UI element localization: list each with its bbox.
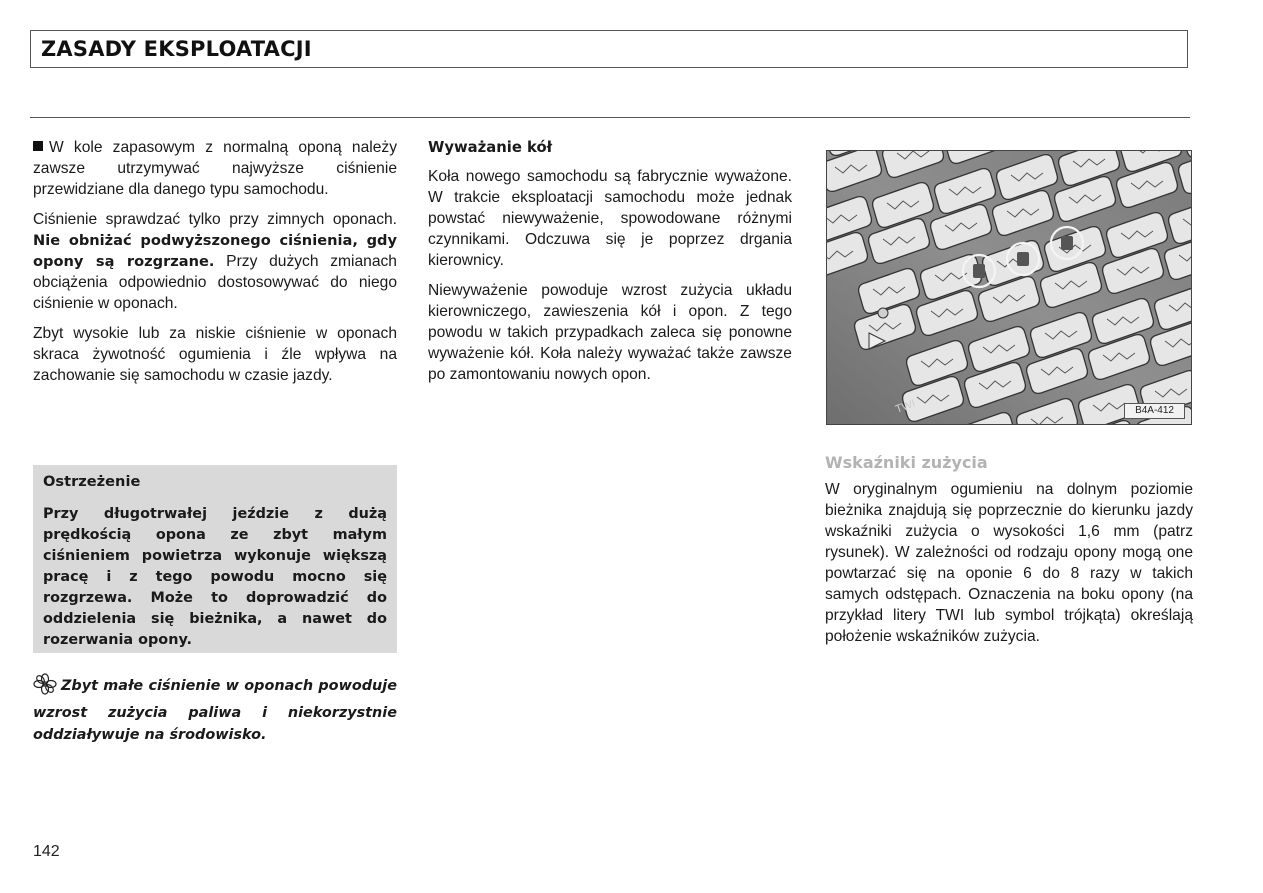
column-right [825, 452, 1193, 656]
eco-flower-icon [33, 673, 57, 702]
paragraph-pressure-effects: Zbyt wysokie lub za niskie ciśnienie w oponach skraca żywotność ogumienia i źle wpływa na zachowanie się samochodu w czasie jazdy. [33, 325, 397, 384]
section-title: ZASADY EKSPLOATACJI [41, 37, 312, 61]
paragraph-balancing-1: Koła nowego samochodu są fabrycznie wyważone. W trakcie eksploatacji samochodu może jednak powstać niewyważenie, spowodowane różnymi czynnikami. Odczuwa się je poprzez drgania kierownicy. [428, 168, 792, 269]
wear-indicators-heading: Wskaźniki zużycia [825, 453, 988, 472]
figure-code-label: B4A-412 [1124, 403, 1185, 419]
twi-marking: TWI [893, 397, 917, 416]
tire-tread-figure [826, 150, 1192, 425]
pressure-warning-bold: Nie obniżać podwyższonego ciśnienia, gdy opony są rozgrzane. [33, 232, 397, 270]
paragraph-wear-indicators: W oryginalnym ogumieniu na dolnym poziomie bieżnika znajdują się poprzecznie do kierunku jazdy wskaźniki zużycia o wysokości 1,6 mm (patrz rysunek). W zależności od rodzaju opony mogą one powtarzać się na oponie 6 do 8 razy w takich samych odstępach. Oznaczenia na boku opony (na przykład litery TWI lub symbol trójkąta) określają położenie wskaźników zużycia. [825, 481, 1193, 645]
page-number: 142 [33, 843, 60, 860]
square-bullet-icon [33, 141, 43, 151]
environment-note: Zbyt małe ciśnienie w oponach powoduje wzrost zużycia paliwa i niekorzystnie oddziaływuje na środowisko. [33, 673, 397, 746]
wheel-balancing-heading: Wyważanie kół [428, 139, 553, 156]
column-left [33, 137, 397, 395]
tire-tread-illustration [827, 151, 1192, 425]
paragraph-balancing-2: Niewyważenie powoduje wzrost zużycia układu kierowniczego, zawieszenia kół i opon. Z tego powodu w takich przypadkach zaleca się ponowne wyważenie kół. Koła należy wyważać także zawsze po zamontowaniu nowych opon. [428, 282, 792, 383]
paragraph-spare-wheel: W kole zapasowym z normalną oponą należy zawsze utrzymywać najwyższe ciśnienie przewidziane dla danego typu samochodu. [33, 139, 397, 198]
column-middle [428, 137, 792, 394]
warning-box [33, 465, 397, 653]
warning-text: Przy długotrwałej jeździe z dużą prędkością opona ze zbyt małym ciśnieniem powietrza wykonuje większą pracę i z tego powodu mocno się rozgrzewa. Może to doprowadzić do oddzielenia się bieżnika, a nawet do rozerwania opony. [43, 506, 387, 648]
paragraph-pressure-check: Ciśnienie sprawdzać tylko przy zimnych oponach. Nie obniżać podwyższonego ciśnienia, gdy opony są rozgrzane. Przy dużych zmianach obciążenia odpowiednio dostosowywać do niego ciśnienie w oponach. [33, 211, 397, 312]
warning-title: Ostrzeżenie [43, 473, 141, 490]
section-header-box [30, 30, 1188, 68]
horizontal-rule [30, 117, 1190, 118]
